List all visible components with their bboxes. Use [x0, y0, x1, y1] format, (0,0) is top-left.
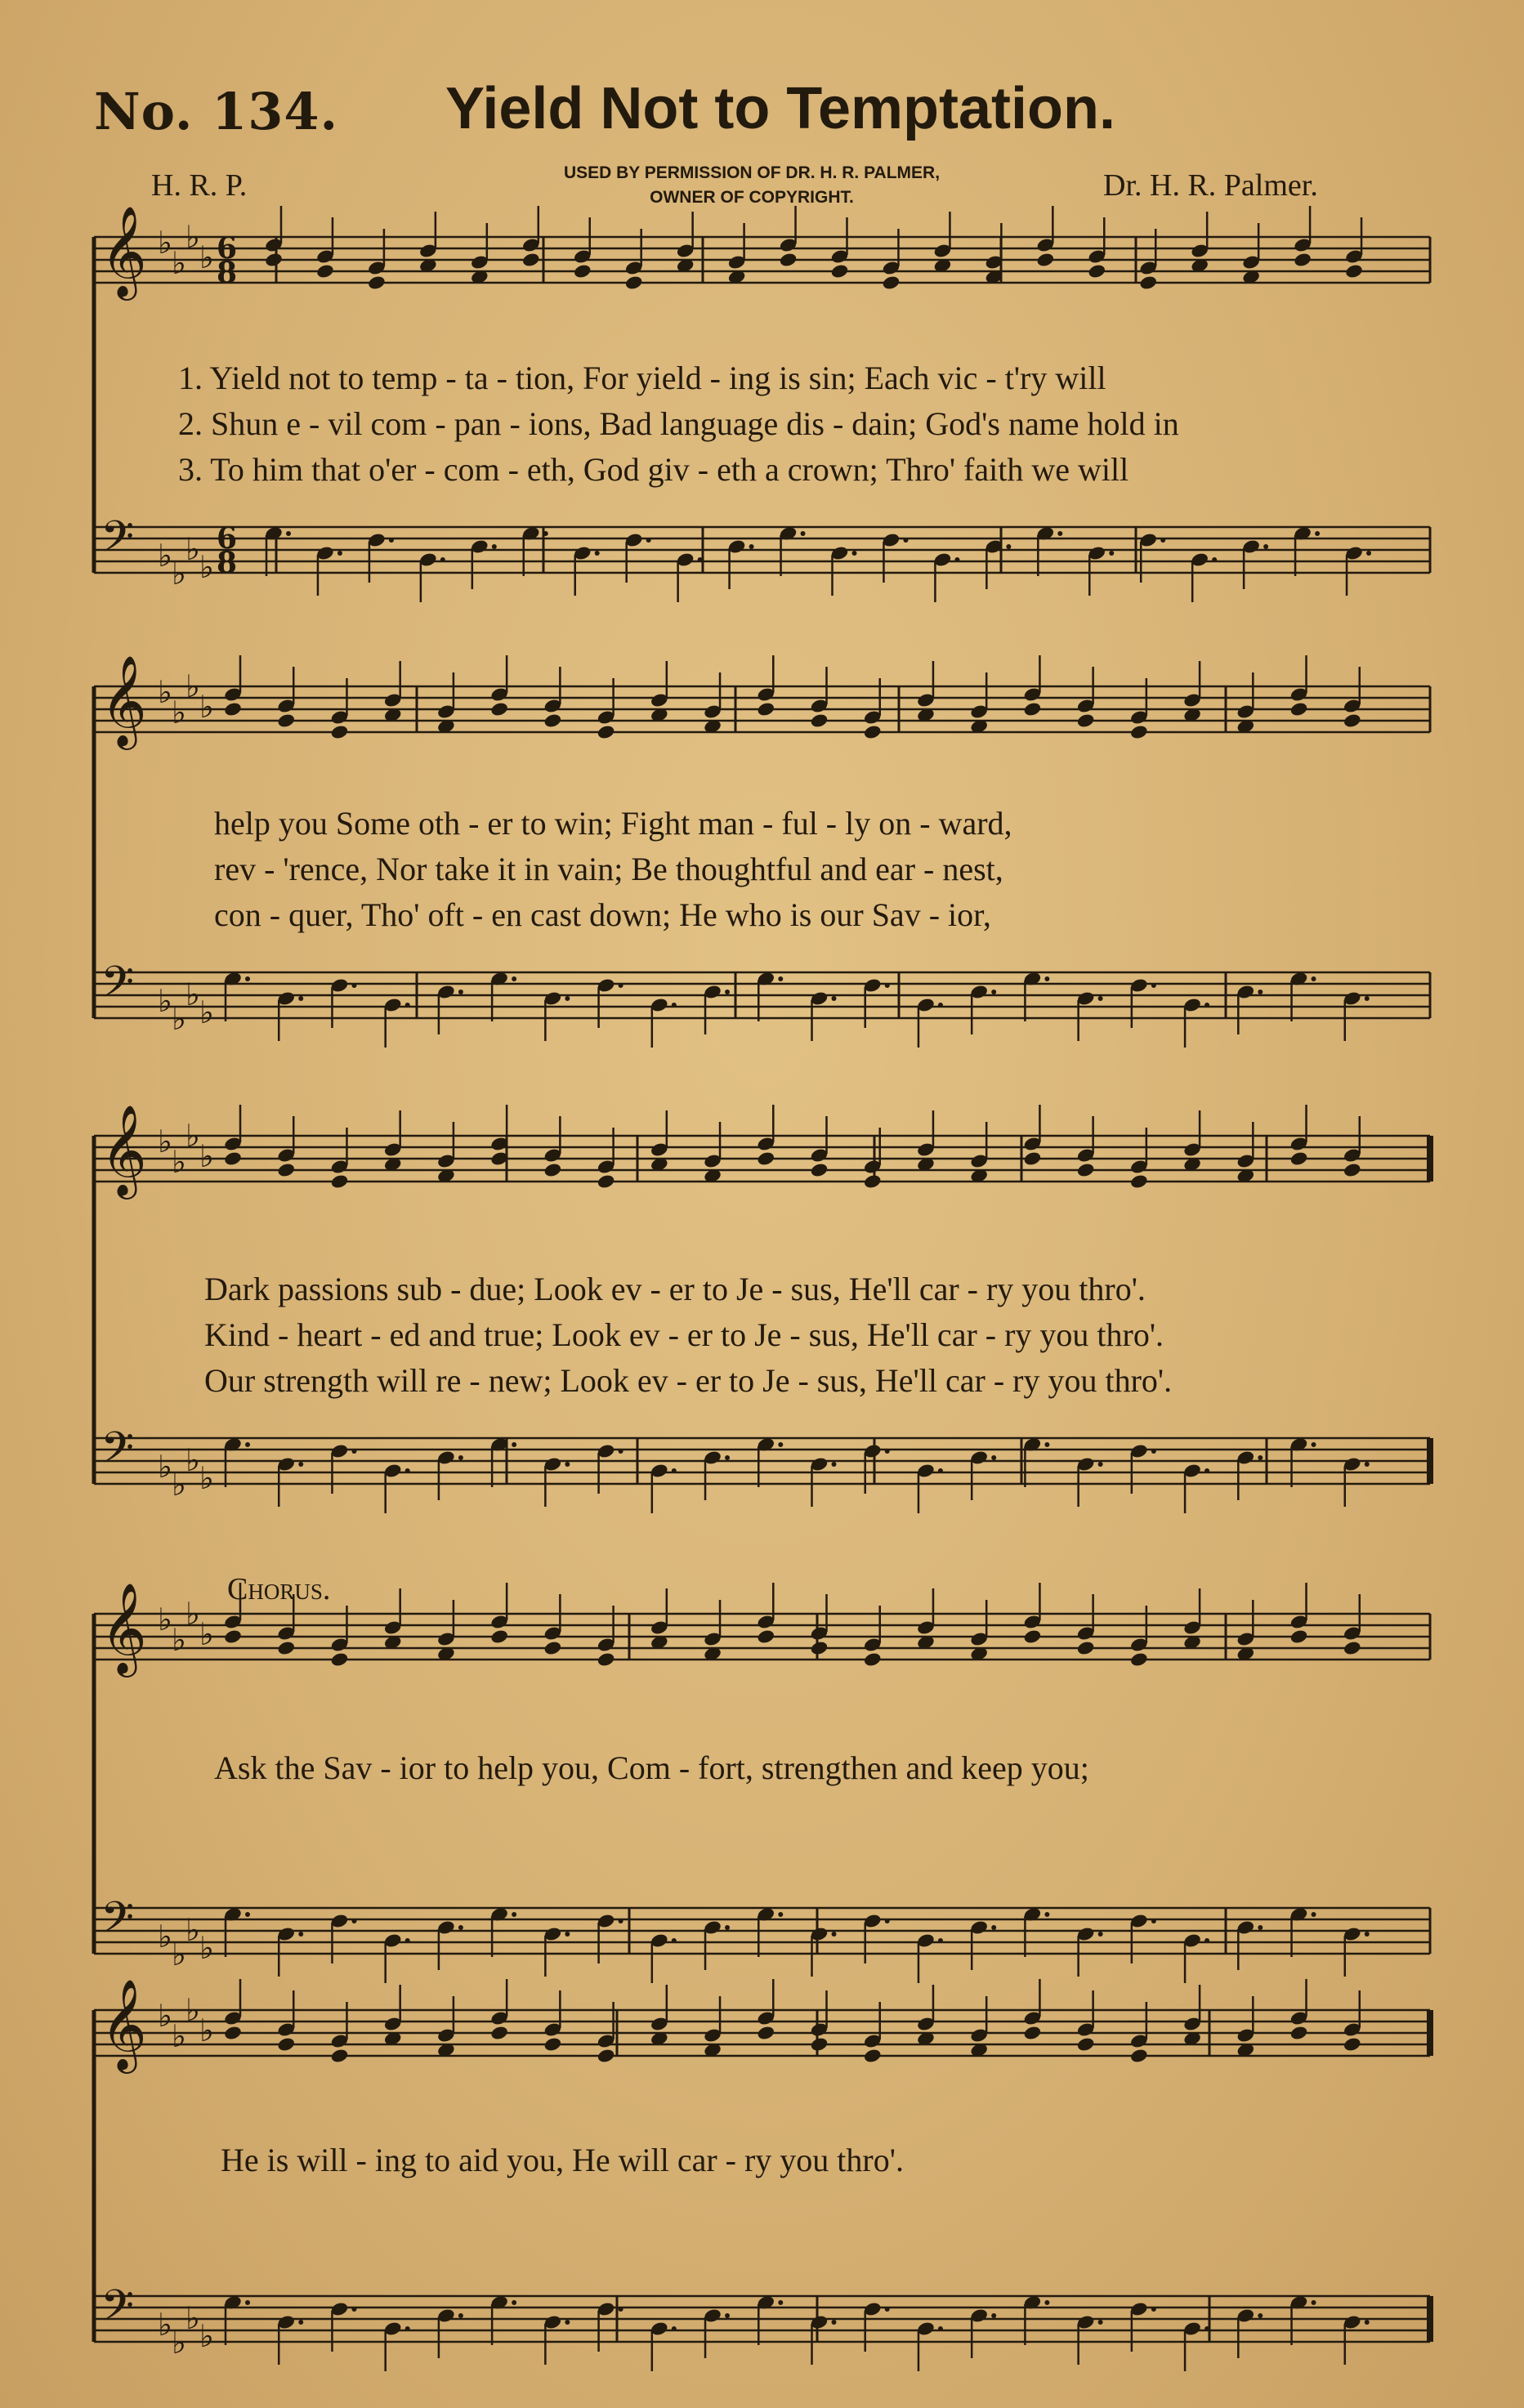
dot-icon	[298, 996, 303, 1001]
dot-icon	[885, 1919, 890, 1923]
dot-icon	[512, 1442, 516, 1447]
lyric-s1-verse1: 1. Yield not to temp - ta - tion, For yield - ing is sin; Each vic - t'ry will	[178, 360, 1106, 396]
dot-icon	[351, 983, 356, 988]
treble-notehead	[330, 2048, 350, 2064]
dot-icon	[1212, 557, 1217, 562]
dot-icon	[565, 996, 570, 1001]
dot-icon	[1057, 531, 1062, 536]
dot-icon	[1151, 983, 1156, 988]
treble-notehead	[1023, 2025, 1043, 2041]
treble-notehead	[276, 2036, 296, 2053]
dot-icon	[1044, 976, 1049, 981]
dot-icon	[1204, 1003, 1209, 1007]
dot-icon	[672, 1468, 677, 1473]
treble-notehead	[223, 1628, 243, 1645]
dot-icon	[440, 557, 445, 562]
dot-icon	[991, 2313, 996, 2318]
flat-sign-icon: ♭	[199, 1460, 214, 1496]
flat-sign-icon: ♭	[172, 1001, 186, 1037]
treble-notehead	[276, 1640, 296, 1656]
dot-icon	[832, 996, 837, 1001]
lyric-chorus-line1: Ask the Sav - ior to help you, Com - fort, strengthen and keep you;	[214, 1749, 1089, 1786]
treble-notehead	[315, 263, 335, 279]
dot-icon	[245, 2300, 250, 2305]
treble-notehead	[810, 713, 829, 729]
treble-notehead	[543, 1162, 563, 1178]
dot-icon	[1204, 1468, 1209, 1473]
lyric-s3-verse3: Our strength will re - new; Look ev - er to Je - sus, He'll car - ry you thro'.	[204, 1362, 1173, 1399]
flat-sign-icon: ♭	[185, 1912, 200, 1948]
dot-icon	[1365, 1932, 1370, 1937]
dot-icon	[512, 2300, 516, 2305]
dot-icon	[1312, 2300, 1316, 2305]
time-signature-top: 6	[217, 231, 238, 266]
dot-icon	[778, 1912, 783, 1917]
treble-notehead	[756, 1628, 775, 1645]
flat-sign-icon: ♭	[199, 1138, 214, 1174]
flat-sign-icon: ♭	[172, 1622, 186, 1658]
dot-icon	[286, 531, 291, 536]
flat-sign-icon: ♭	[158, 983, 172, 1019]
treble-notehead	[810, 1162, 829, 1178]
dot-icon	[1204, 1938, 1209, 1943]
dot-icon	[991, 1925, 996, 1930]
treble-notehead	[1129, 1173, 1149, 1190]
flat-sign-icon: ♭	[172, 556, 186, 592]
treble-notehead	[1036, 252, 1056, 268]
flat-sign-icon: ♭	[172, 1937, 186, 1972]
treble-notehead	[1023, 1150, 1043, 1167]
dot-icon	[725, 1455, 730, 1460]
treble-notehead	[1076, 2036, 1096, 2053]
treble-notehead	[1343, 713, 1362, 729]
dot-icon	[938, 1938, 943, 1943]
treble-notehead	[276, 1162, 296, 1178]
treble-notehead	[264, 252, 284, 268]
treble-notehead	[756, 2025, 775, 2041]
bass-clef-icon: 𝄢	[101, 1423, 135, 1484]
treble-notehead	[863, 724, 883, 740]
flat-sign-icon: ♭	[172, 2325, 186, 2361]
dot-icon	[351, 1449, 356, 1454]
treble-notehead	[597, 1651, 616, 1668]
flat-sign-icon: ♭	[158, 538, 172, 574]
treble-notehead	[1087, 263, 1106, 279]
treble-notehead	[1076, 1162, 1096, 1178]
permission-line-1: USED BY PERMISSION OF DR. H. R. PALMER,	[563, 163, 941, 182]
dot-icon	[337, 551, 342, 556]
flat-sign-icon: ♭	[199, 1930, 214, 1966]
treble-notehead	[810, 2036, 829, 2053]
dot-icon	[458, 1455, 463, 1460]
hymn-title: Yield Not to Temptation.	[445, 76, 1115, 141]
treble-notehead	[1129, 2048, 1149, 2064]
dot-icon	[619, 1919, 623, 1923]
dot-icon	[1366, 551, 1371, 556]
dot-icon	[646, 538, 651, 543]
dot-icon	[1098, 1462, 1103, 1467]
dot-icon	[1312, 1442, 1316, 1447]
dot-icon	[543, 531, 548, 536]
flat-sign-icon: ♭	[199, 994, 214, 1030]
treble-notehead	[1289, 1150, 1309, 1167]
treble-clef-icon: 𝄞	[101, 1104, 147, 1195]
composer-credit: Dr. H. R. Palmer.	[1103, 168, 1318, 203]
dot-icon	[832, 1462, 837, 1467]
hymn-number: No. 134.	[94, 82, 339, 141]
treble-notehead	[779, 252, 798, 268]
dot-icon	[298, 1932, 303, 1937]
treble-notehead	[521, 252, 541, 268]
dot-icon	[351, 2307, 356, 2312]
time-signature-bottom: 8	[217, 546, 238, 580]
dot-icon	[458, 1925, 463, 1930]
dot-icon	[938, 1468, 943, 1473]
dot-icon	[672, 1003, 677, 1007]
flat-sign-icon: ♭	[172, 245, 186, 281]
treble-notehead	[276, 713, 296, 729]
flat-sign-icon: ♭	[185, 219, 200, 255]
dot-icon	[619, 1449, 623, 1454]
dot-icon	[1365, 1462, 1370, 1467]
dot-icon	[749, 544, 754, 549]
treble-notehead	[1129, 1651, 1149, 1668]
treble-clef-icon: 𝄞	[101, 205, 147, 297]
lyric-s3-verse2: Kind - heart - ed and true; Look ev - er to Je - sus, He'll car - ry you thro'.	[204, 1316, 1164, 1353]
treble-notehead	[489, 1628, 509, 1645]
treble-notehead	[573, 263, 592, 279]
dot-icon	[954, 557, 959, 562]
treble-notehead	[597, 2048, 616, 2064]
lyricist-credit: H. R. P.	[151, 168, 248, 203]
treble-notehead	[756, 1150, 775, 1167]
treble-notehead	[882, 275, 901, 291]
dot-icon	[1263, 544, 1268, 549]
flat-sign-icon: ♭	[199, 2318, 214, 2354]
flat-sign-icon: ♭	[172, 2018, 186, 2054]
flat-sign-icon: ♭	[185, 531, 200, 567]
treble-notehead	[1289, 2025, 1309, 2041]
flat-sign-icon: ♭	[158, 1998, 172, 2034]
treble-notehead	[543, 1640, 563, 1656]
dot-icon	[1044, 1912, 1049, 1917]
treble-notehead	[1129, 724, 1149, 740]
dot-icon	[245, 976, 250, 981]
lyric-s2-verse1: help you Some oth - er to win; Fight man - ful - ly on - ward,	[214, 805, 1012, 842]
treble-notehead	[756, 701, 775, 717]
dot-icon	[885, 983, 890, 988]
treble-notehead	[1076, 713, 1096, 729]
dot-icon	[1315, 531, 1320, 536]
dot-icon	[1258, 990, 1263, 994]
dot-icon	[672, 1938, 677, 1943]
dot-icon	[565, 1932, 570, 1937]
dot-icon	[991, 1455, 996, 1460]
dot-icon	[725, 990, 730, 994]
dot-icon	[938, 1003, 943, 1007]
dot-icon	[565, 2320, 570, 2325]
dot-icon	[619, 983, 623, 988]
dot-icon	[725, 1925, 730, 1930]
dot-icon	[458, 2313, 463, 2318]
flat-sign-icon: ♭	[199, 239, 214, 275]
flat-sign-icon: ♭	[199, 689, 214, 725]
flat-sign-icon: ♭	[158, 1449, 172, 1485]
bass-clef-icon: 𝄢	[101, 1893, 135, 1954]
treble-notehead	[863, 1173, 883, 1190]
flat-sign-icon: ♭	[185, 1992, 200, 2028]
dot-icon	[1204, 2326, 1209, 2331]
flat-sign-icon: ♭	[158, 1124, 172, 1159]
dot-icon	[1160, 538, 1165, 543]
dot-icon	[512, 1912, 516, 1917]
dot-icon	[351, 1919, 356, 1923]
time-signature-bottom: 8	[217, 256, 238, 290]
treble-notehead	[367, 275, 387, 291]
dot-icon	[298, 2320, 303, 2325]
treble-notehead	[1023, 701, 1043, 717]
flat-sign-icon: ♭	[172, 695, 186, 730]
dot-icon	[885, 2307, 890, 2312]
dot-icon	[672, 2326, 677, 2331]
treble-notehead	[624, 275, 644, 291]
treble-clef-icon: 𝄞	[101, 654, 147, 746]
flat-sign-icon: ♭	[158, 225, 172, 261]
treble-notehead	[489, 701, 509, 717]
dot-icon	[801, 531, 806, 536]
treble-notehead	[330, 1651, 350, 1668]
dot-icon	[1044, 1442, 1049, 1447]
dot-icon	[405, 1468, 410, 1473]
dot-icon	[698, 557, 703, 562]
treble-notehead	[1343, 2036, 1362, 2053]
treble-notehead	[223, 701, 243, 717]
dot-icon	[1312, 976, 1316, 981]
dot-icon	[1098, 996, 1103, 1001]
dot-icon	[298, 1462, 303, 1467]
treble-notehead	[223, 2025, 243, 2041]
dot-icon	[1365, 2320, 1370, 2325]
treble-notehead	[330, 724, 350, 740]
bass-clef-icon: 𝄢	[101, 958, 135, 1018]
bass-clef-icon: 𝄢	[101, 2281, 135, 2342]
dot-icon	[1258, 2313, 1263, 2318]
treble-notehead	[1076, 1640, 1096, 1656]
dot-icon	[619, 2307, 623, 2312]
flat-sign-icon: ♭	[185, 1118, 200, 1154]
permission-line-2: OWNER OF COPYRIGHT.	[650, 188, 854, 207]
treble-notehead	[810, 1640, 829, 1656]
dot-icon	[1151, 1449, 1156, 1454]
flat-sign-icon: ♭	[199, 549, 214, 585]
treble-notehead	[863, 2048, 883, 2064]
treble-notehead	[1293, 252, 1312, 268]
dot-icon	[991, 990, 996, 994]
dot-icon	[852, 551, 857, 556]
dot-icon	[1151, 2307, 1156, 2312]
treble-notehead	[330, 1173, 350, 1190]
lyric-s2-verse2: rev - 'rence, Nor take it in vain; Be thoughtful and ear - nest,	[214, 851, 1003, 887]
treble-clef-icon: 𝄞	[101, 1978, 147, 2070]
dot-icon	[389, 538, 394, 543]
flat-sign-icon: ♭	[185, 1442, 200, 1478]
bass-clef-icon: 𝄢	[101, 512, 135, 573]
dot-icon	[1151, 1919, 1156, 1923]
flat-sign-icon: ♭	[185, 668, 200, 704]
dot-icon	[458, 990, 463, 994]
treble-notehead	[1023, 1628, 1043, 1645]
dot-icon	[725, 2313, 730, 2318]
lyric-s1-verse2: 2. Shun e - vil com - pan - ions, Bad language dis - dain; God's name hold in	[178, 405, 1179, 442]
dot-icon	[832, 2320, 837, 2325]
dot-icon	[565, 1462, 570, 1467]
flat-sign-icon: ♭	[158, 674, 172, 710]
dot-icon	[778, 976, 783, 981]
dot-icon	[1258, 1455, 1263, 1460]
dot-icon	[245, 1442, 250, 1447]
dot-icon	[245, 1912, 250, 1917]
flat-sign-icon: ♭	[172, 1467, 186, 1503]
dot-icon	[778, 1442, 783, 1447]
treble-notehead	[1289, 1628, 1309, 1645]
treble-clef-icon: 𝄞	[101, 1582, 147, 1673]
treble-notehead	[223, 1150, 243, 1167]
treble-notehead	[489, 2025, 509, 2041]
dot-icon	[492, 544, 497, 549]
dot-icon	[778, 2300, 783, 2305]
dot-icon	[405, 1938, 410, 1943]
flat-sign-icon: ♭	[185, 2300, 200, 2336]
chorus-label: Chorus.	[227, 1572, 331, 1606]
dot-icon	[595, 551, 600, 556]
dot-icon	[1006, 544, 1011, 549]
dot-icon	[405, 2326, 410, 2331]
flat-sign-icon: ♭	[158, 1602, 172, 1637]
flat-sign-icon: ♭	[199, 1616, 214, 1652]
dot-icon	[1365, 996, 1370, 1001]
dot-icon	[938, 2326, 943, 2331]
flat-sign-icon: ♭	[172, 1144, 186, 1180]
flat-sign-icon: ♭	[158, 1919, 172, 1955]
lyric-s2-verse3: con - quer, Tho' oft - en cast down; He who is our Sav - ior,	[214, 896, 991, 933]
flat-sign-icon: ♭	[185, 976, 200, 1012]
treble-notehead	[1289, 701, 1309, 717]
flat-sign-icon: ♭	[199, 2013, 214, 2048]
lyric-chorus-line2: He is will - ing to aid you, He will car - ry you thro'.	[221, 2142, 904, 2178]
dot-icon	[1312, 1912, 1316, 1917]
dot-icon	[1098, 2320, 1103, 2325]
dot-icon	[1258, 1925, 1263, 1930]
dot-icon	[405, 1003, 410, 1007]
treble-notehead	[1343, 1162, 1362, 1178]
lyric-s1-verse3: 3. To him that o'er - com - eth, God giv - eth a crown; Thro' faith we will	[178, 451, 1129, 488]
dot-icon	[1044, 2300, 1049, 2305]
treble-notehead	[597, 724, 616, 740]
treble-notehead	[543, 2036, 563, 2053]
treble-notehead	[1343, 1640, 1362, 1656]
treble-notehead	[1344, 263, 1364, 279]
flat-sign-icon: ♭	[185, 1596, 200, 1632]
time-signature-top: 6	[217, 521, 238, 556]
dot-icon	[832, 1932, 837, 1937]
treble-notehead	[597, 1173, 616, 1190]
lyric-s3-verse1: Dark passions sub - due; Look ev - er to Je - sus, He'll car - ry you thro'.	[204, 1271, 1146, 1307]
dot-icon	[1109, 551, 1114, 556]
treble-notehead	[830, 263, 850, 279]
dot-icon	[512, 976, 516, 981]
treble-notehead	[863, 1651, 883, 1668]
flat-sign-icon: ♭	[158, 2307, 172, 2343]
treble-notehead	[1138, 275, 1158, 291]
dot-icon	[903, 538, 908, 543]
dot-icon	[885, 1449, 890, 1454]
dot-icon	[1098, 1932, 1103, 1937]
treble-notehead	[543, 713, 563, 729]
